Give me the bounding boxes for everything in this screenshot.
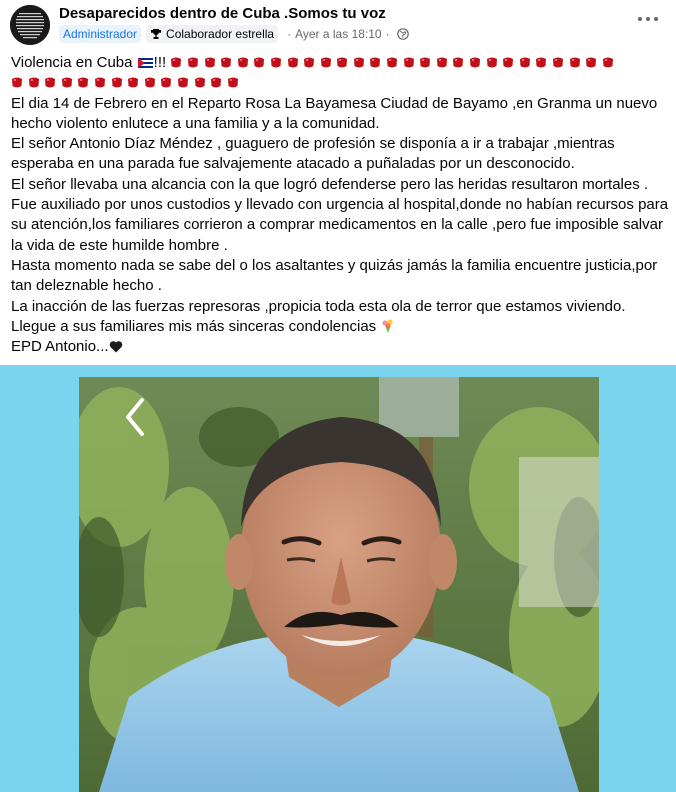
- drop-of-blood-icon: [11, 76, 23, 89]
- black-heart-icon: [109, 340, 123, 353]
- drop-of-blood-icon: [253, 56, 265, 69]
- drop-of-blood-icon: [469, 56, 481, 69]
- drop-of-blood-icon: [237, 56, 249, 69]
- blood-drops-row: [170, 56, 613, 69]
- bouquet-icon: [380, 318, 396, 334]
- cuba-flag-icon: [138, 58, 153, 68]
- drop-of-blood-icon: [177, 76, 189, 89]
- globe-icon: [397, 28, 409, 40]
- drop-of-blood-icon: [28, 76, 40, 89]
- drop-of-blood-icon: [144, 76, 156, 89]
- drop-of-blood-icon: [502, 56, 514, 69]
- page-name[interactable]: Desaparecidos dentro de Cuba .Somos tu voz: [59, 5, 386, 22]
- text-line: esperaba en una parada fue salvajemente atacado a puñaladas por un desconocido.: [11, 155, 575, 173]
- drop-of-blood-icon: [353, 56, 365, 69]
- admin-badge[interactable]: Administrador: [59, 25, 141, 43]
- trophy-icon: [150, 28, 162, 40]
- drop-of-blood-icon: [77, 76, 89, 89]
- drop-of-blood-icon: [187, 56, 199, 69]
- drop-of-blood-icon: [386, 56, 398, 69]
- drop-of-blood-icon: [204, 56, 216, 69]
- headline-suffix: !!!: [153, 54, 167, 71]
- drop-of-blood-icon: [303, 56, 315, 69]
- drop-of-blood-icon: [452, 56, 464, 69]
- text-line: la vida de este humilde hombre .: [11, 236, 228, 254]
- drop-of-blood-icon: [419, 56, 431, 69]
- drop-of-blood-icon: [210, 76, 222, 89]
- drop-of-blood-icon: [270, 56, 282, 69]
- text-line: La inacción de las fuerzas represoras ,propicia toda esta ola de terror que estamos viviendo.: [11, 297, 626, 315]
- drop-of-blood-icon: [585, 56, 597, 69]
- text-line: [11, 317, 669, 337]
- post-header: [0, 0, 676, 52]
- post-photo-frame: [0, 365, 676, 792]
- post-text: [11, 53, 669, 357]
- separator-dot: ·: [287, 27, 292, 41]
- chevron-left-icon[interactable]: [120, 394, 150, 440]
- drop-of-blood-icon: [602, 56, 614, 69]
- text-line: Hasta momento nada se sabe del o los asaltantes y quizás jamás la familia encuentre justicia,por: [11, 256, 658, 274]
- drop-of-blood-icon: [320, 56, 332, 69]
- epd-text: EPD Antonio...: [11, 338, 109, 356]
- text-line: su atención,los familiares corrieron a comprar medicamentos en la calle ,pero fue imposible salvar: [11, 216, 663, 234]
- drop-of-blood-icon: [486, 56, 498, 69]
- post-timestamp[interactable]: Ayer a las 18:10: [295, 27, 382, 41]
- page-avatar[interactable]: [10, 5, 50, 45]
- drop-of-blood-icon: [436, 56, 448, 69]
- blood-drops-row: [11, 76, 239, 89]
- drop-of-blood-icon: [287, 56, 299, 69]
- drop-of-blood-icon: [403, 56, 415, 69]
- drop-of-blood-icon: [127, 76, 139, 89]
- drop-of-blood-icon: [111, 76, 123, 89]
- top-contributor-label: Colaborador estrella: [166, 27, 275, 41]
- drop-of-blood-icon: [170, 56, 182, 69]
- condolences-text: Llegue a sus familiares mis más sinceras condolencias: [11, 317, 377, 335]
- text-line: Fue auxiliado por unos custodios y llevado con urgencia al hospital,donde no habían recursos para: [11, 196, 669, 214]
- drop-of-blood-icon: [44, 76, 56, 89]
- drop-of-blood-icon: [194, 76, 206, 89]
- drop-of-blood-icon: [569, 56, 581, 69]
- text-line: [11, 337, 669, 357]
- post-meta: [59, 25, 409, 43]
- drop-of-blood-icon: [519, 56, 531, 69]
- blood-line: [11, 73, 669, 93]
- drop-of-blood-icon: [160, 76, 172, 89]
- drop-of-blood-icon: [369, 56, 381, 69]
- post-photo[interactable]: [79, 377, 599, 792]
- drop-of-blood-icon: [227, 76, 239, 89]
- drop-of-blood-icon: [535, 56, 547, 69]
- text-line: El señor Antonio Díaz Méndez , guaguero de profesión se disponía a ir a trabajar ,mientras: [11, 135, 615, 153]
- text-line: tan deleznable hecho .: [11, 277, 162, 295]
- text-line: El señor llevaba una alcancia con la que logró defenderse pero las heridas resultaron mortales .: [11, 175, 649, 193]
- text-line: hecho violento enlutece a una familia y a la comunidad.: [11, 114, 380, 132]
- drop-of-blood-icon: [552, 56, 564, 69]
- drop-of-blood-icon: [94, 76, 106, 89]
- drop-of-blood-icon: [220, 56, 232, 69]
- top-contributor-badge[interactable]: [146, 25, 278, 43]
- drop-of-blood-icon: [61, 76, 73, 89]
- more-options-icon[interactable]: [638, 14, 658, 24]
- separator-dot: ·: [385, 27, 390, 41]
- drop-of-blood-icon: [336, 56, 348, 69]
- headline-text: Violencia en Cuba: [11, 54, 133, 71]
- text-line: El dia 14 de Febrero en el Reparto Rosa La Bayamesa Ciudad de Bayamo ,en Granma un nuevo: [11, 94, 658, 112]
- headline-line: [11, 53, 669, 73]
